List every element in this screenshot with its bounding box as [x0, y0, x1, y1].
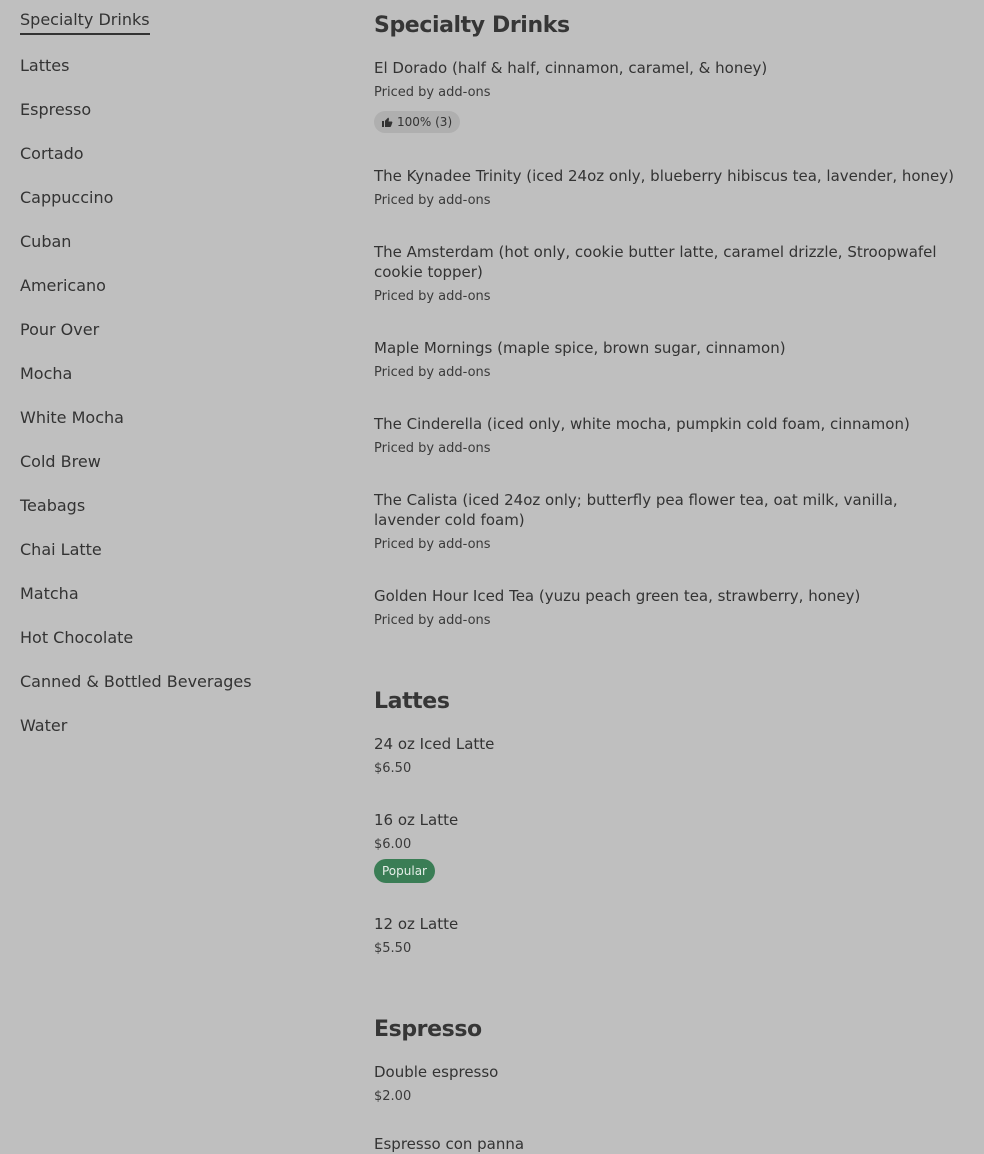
section-title-espresso: Espresso	[374, 1017, 482, 1042]
section-title-specialty-drinks: Specialty Drinks	[374, 13, 570, 38]
menu-item-name[interactable]: 16 oz Latte	[374, 811, 459, 829]
category-link-lattes[interactable]: Lattes	[20, 56, 70, 75]
menu-item-price: $6.00	[374, 837, 412, 852]
menu-item-price: Priced by add-ons	[374, 289, 491, 304]
category-link-specialty-drinks[interactable]: Specialty Drinks	[20, 8, 150, 35]
category-link-matcha[interactable]: Matcha	[20, 584, 79, 603]
menu-item-name[interactable]: The Kynadee Trinity (iced 24oz only, blueberry hibiscus tea, lavender, honey)	[374, 167, 954, 185]
category-link-canned-bottled[interactable]: Canned & Bottled Beverages	[20, 672, 252, 691]
category-link-pour-over[interactable]: Pour Over	[20, 320, 100, 339]
category-link-chai-latte[interactable]: Chai Latte	[20, 540, 102, 559]
menu-item-name[interactable]: 24 oz Iced Latte	[374, 735, 495, 753]
menu-item-name[interactable]: El Dorado (half & half, cinnamon, caramel, & honey)	[374, 59, 768, 77]
menu-item-price: Priced by add-ons	[374, 365, 491, 380]
menu-item-name[interactable]: Maple Mornings (maple spice, brown sugar, cinnamon)	[374, 339, 786, 357]
category-link-americano[interactable]: Americano	[20, 276, 106, 295]
category-link-water[interactable]: Water	[20, 716, 68, 735]
category-link-cappuccino[interactable]: Cappuccino	[20, 188, 114, 207]
category-link-teabags[interactable]: Teabags	[20, 496, 86, 515]
menu-item-price: Priced by add-ons	[374, 537, 491, 552]
menu-item-price: Priced by add-ons	[374, 85, 491, 100]
category-link-hot-chocolate[interactable]: Hot Chocolate	[20, 628, 134, 647]
menu-item-price: Priced by add-ons	[374, 193, 491, 208]
menu-item-name[interactable]: Double espresso	[374, 1063, 499, 1081]
category-link-cuban[interactable]: Cuban	[20, 232, 72, 251]
section-title-lattes: Lattes	[374, 689, 450, 714]
menu-item-price: $5.50	[374, 941, 412, 956]
rating-badge	[374, 111, 460, 133]
menu-item-price: Priced by add-ons	[374, 613, 491, 628]
rating-text: 100% (3)	[397, 115, 453, 129]
menu-item-name[interactable]: The Cinderella (iced only, white mocha, pumpkin cold foam, cinnamon)	[374, 415, 910, 433]
category-link-cortado[interactable]: Cortado	[20, 144, 84, 163]
menu-item-name[interactable]: Espresso con panna	[374, 1135, 525, 1153]
category-link-espresso[interactable]: Espresso	[20, 100, 92, 119]
popular-badge: Popular	[374, 859, 435, 883]
menu-item-price: $6.50	[374, 761, 412, 776]
menu-item-price: Priced by add-ons	[374, 441, 491, 456]
menu-item-name[interactable]: Golden Hour Iced Tea (yuzu peach green tea, strawberry, honey)	[374, 587, 861, 605]
menu-item-name[interactable]: 12 oz Latte	[374, 915, 459, 933]
category-link-white-mocha[interactable]: White Mocha	[20, 408, 124, 427]
menu-item-name[interactable]: The Amsterdam (hot only, cookie butter latte, caramel drizzle, Stroopwafel cookie topper)	[374, 243, 937, 281]
category-link-mocha[interactable]: Mocha	[20, 364, 73, 383]
menu-item-name[interactable]: The Calista (iced 24oz only; butterfly pea flower tea, oat milk, vanilla, lavender cold foam)	[374, 491, 898, 529]
thumbs-up-icon	[381, 116, 393, 128]
category-link-cold-brew[interactable]: Cold Brew	[20, 452, 101, 471]
menu-item-price: $2.00	[374, 1089, 412, 1104]
